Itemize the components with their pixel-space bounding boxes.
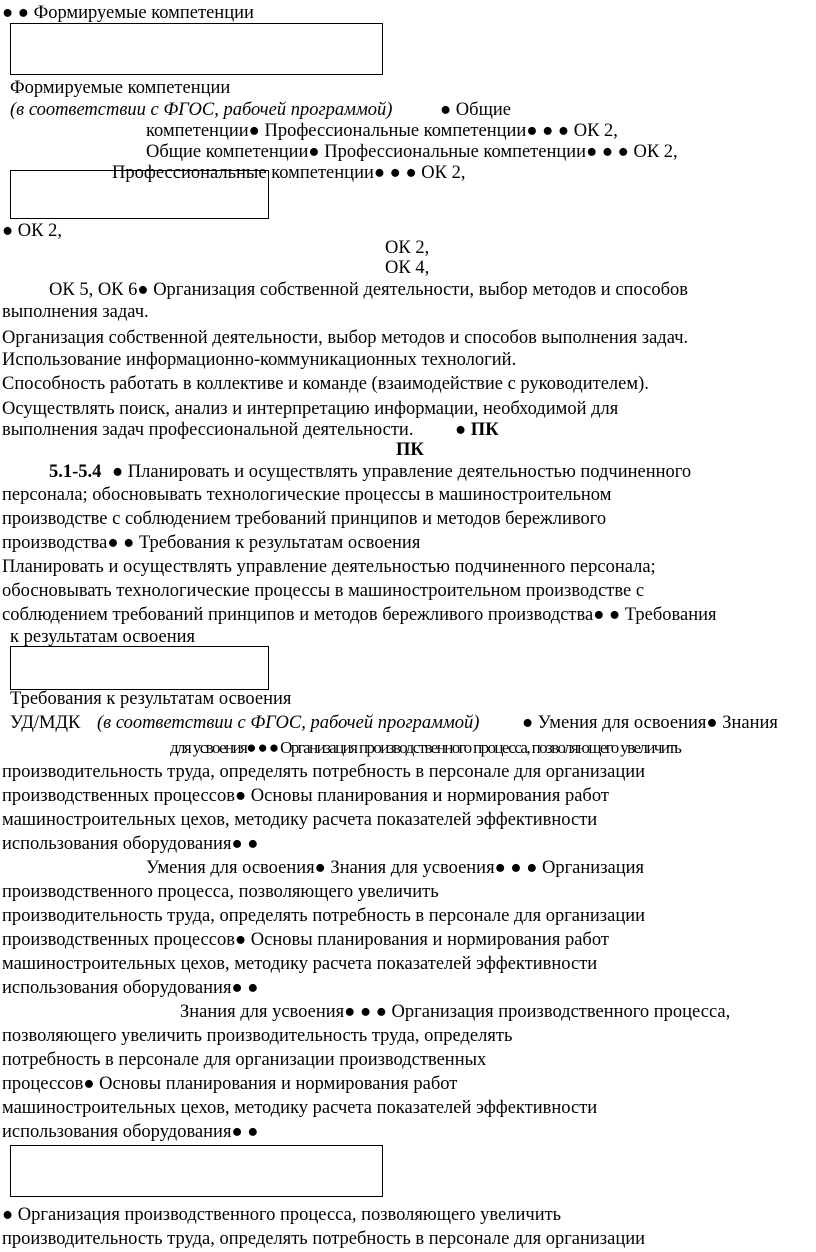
text-line: ● Умения для освоения● Знания (522, 713, 778, 733)
text-line: выполнения задач профессиональной деятельности. (2, 420, 414, 440)
text-line: персонала; обосновывать технологические процессы в машиностроительном (2, 485, 612, 505)
text-line: Знания для усвоения● ● ● Организация производственного процесса, (180, 1002, 731, 1022)
text-line: производительность труда, определять потребность в персонале для организации (2, 762, 646, 782)
text-line: 5.1-5.4 (49, 462, 102, 482)
text-line: Требования к результатам освоения (10, 689, 292, 709)
text-line: ● Общие (440, 100, 511, 120)
text-line: соблюдением требований принципов и методов бережливого производства● ● Требования (2, 605, 717, 625)
empty-frame (10, 1145, 383, 1197)
text-line: Формируемые компетенции (10, 78, 231, 98)
text-line: (в соответствии с ФГОС, рабочей программой) (97, 713, 480, 733)
text-line: компетенции● Профессиональные компетенции● ● ● ОК 2, (146, 121, 618, 141)
text-line: машиностроительных цехов, методику расчета показателей эффективности (2, 810, 598, 830)
text-line: ОК 2, (385, 238, 430, 258)
text-line: обосновывать технологические процессы в машиностроительном производстве с (2, 581, 645, 601)
text-line: Планировать и осуществлять управление деятельностью подчиненного персонала; (2, 557, 656, 577)
text-line: Организация собственной деятельности, выбор методов и способов выполнения задач. (2, 328, 689, 348)
text-line: Общие компетенции● Профессиональные компетенции● ● ● ОК 2, (146, 142, 678, 162)
text-line: Профессиональные компетенции● ● ● ОК 2, (112, 163, 466, 183)
text-line: использования оборудования● ● (2, 1122, 259, 1142)
text-line: использования оборудования● ● (2, 978, 259, 998)
text-line: производственного процесса, позволяющего увеличить (2, 882, 439, 902)
text-line: использования оборудования● ● (2, 834, 259, 854)
text-line: для усвоения● ● ● Организация производственного процесса, позволяющего увеличить (170, 738, 681, 757)
text-line: ОК 5, ОК 6● Организация собственной деятельности, выбор методов и способов (49, 280, 689, 300)
text-line: производственных процессов● Основы планирования и нормирования работ (2, 930, 609, 950)
text-line: потребность в персонале для организации производственных (2, 1050, 487, 1070)
text-line: ● Организация производственного процесса, позволяющего увеличить (2, 1205, 562, 1225)
text-line: производительность труда, определять потребность в персонале для организации (2, 906, 646, 926)
text-line: Умения для освоения● Знания для усвоения● ● ● Организация (146, 858, 645, 878)
empty-frame (10, 646, 269, 690)
text-line: (в соответствии с ФГОС, рабочей программой) (10, 100, 393, 120)
text-line: УД/МДК (10, 713, 81, 733)
text-line: производительность труда, определять потребность в персонале для организации (2, 1229, 646, 1249)
text-line: позволяющего увеличить производительность труда, определять (2, 1026, 513, 1046)
text-line: машиностроительных цехов, методику расчета показателей эффективности (2, 954, 598, 974)
text-line: Осуществлять поиск, анализ и интерпретацию информации, необходимой для (2, 399, 619, 419)
text-line: производства● ● Требования к результатам освоения (2, 533, 421, 553)
text-line: ● ● Формируемые компетенции (2, 3, 254, 23)
text-line: ОК 4, (385, 258, 430, 278)
text-line: ● ОК 2, (2, 221, 62, 241)
text-line: выполнения задач. (2, 302, 149, 322)
text-line: Способность работать в коллективе и команде (взаимодействие с руководителем). (2, 374, 649, 394)
text-line: Использование информационно-коммуникационных технологий. (2, 350, 517, 370)
text-line: к результатам освоения (10, 627, 196, 647)
text-line: процессов● Основы планирования и нормирования работ (2, 1074, 458, 1094)
text-line: ● ПК (455, 420, 499, 440)
text-line: машиностроительных цехов, методику расчета показателей эффективности (2, 1098, 598, 1118)
empty-frame (10, 23, 383, 75)
text-line: производственных процессов● Основы планирования и нормирования работ (2, 786, 609, 806)
text-line: ПК (396, 440, 424, 460)
text-line: ● Планировать и осуществлять управление деятельностью подчиненного (112, 462, 692, 482)
text-line: производстве с соблюдением требований принципов и методов бережливого (2, 509, 607, 529)
